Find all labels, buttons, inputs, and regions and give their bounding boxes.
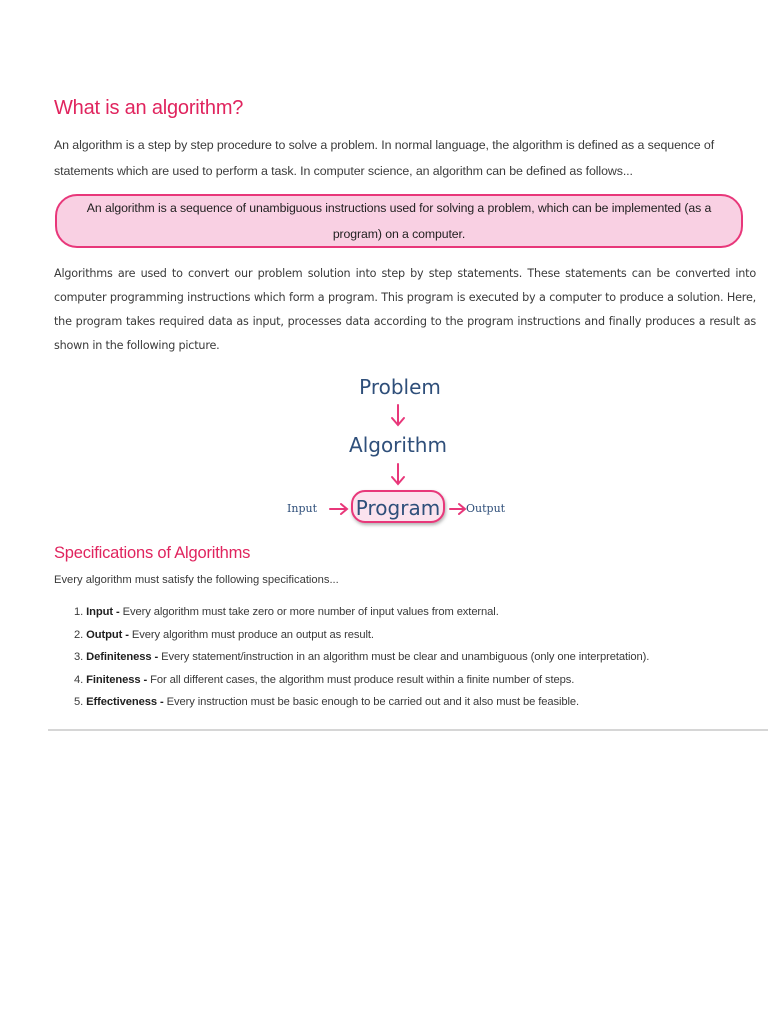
list-separator: -: [157, 696, 167, 708]
list-term: Input: [86, 606, 113, 618]
body-paragraph: Algorithms are used to convert our problem solution into step by step statements. These statements can be converted into computer programming instructions which form a program. This program is executed by a computer to produce a solution. Here, the program takes required data as input, processes data according to the program instructions and finally produces a result as shown in the following picture.: [54, 267, 756, 352]
list-number: 4.: [74, 673, 84, 686]
list-item: [54, 646, 756, 669]
section-title-specifications: Specifications of Algorithms: [54, 544, 251, 562]
intro-paragraph: An algorithm is a step by step procedure to solve a problem. In normal language, the algorithm is defined as a sequence of statements which are used to perform a task. In computer science, an algorithm can be defined as follows...: [54, 138, 715, 178]
algorithm-flow-diagram: [54, 368, 756, 533]
arrow-down-icon: [392, 464, 404, 484]
diagram-problem-label: Problem: [359, 375, 441, 399]
list-term: Finiteness: [86, 673, 141, 686]
section-title-what-is-algorithm: What is an algorithm?: [54, 97, 244, 119]
diagram-algorithm-label: Algorithm: [349, 433, 447, 457]
list-description: Every algorithm must take zero or more number of input values from external.: [122, 606, 499, 618]
list-term: Definiteness: [86, 651, 152, 663]
list-number: 1.: [74, 606, 84, 618]
flow-diagram-svg: [54, 368, 756, 533]
list-separator: -: [122, 628, 132, 641]
list-description: Every instruction must be basic enough to be carried out and it also must be feasible.: [166, 696, 580, 708]
arrow-right-icon: [450, 504, 465, 514]
list-description: For all different cases, the algorithm must produce result within a finite number of steps.: [150, 673, 575, 686]
list-description: Every statement/instruction in an algorithm must be clear and unambiguous (only one interpretation).: [161, 651, 650, 663]
arrow-right-icon: [330, 504, 347, 514]
list-item: [54, 669, 756, 692]
list-item: [54, 691, 756, 714]
list-item: [54, 601, 756, 624]
specifications-intro: Every algorithm must satisfy the following specifications...: [54, 574, 339, 586]
list-number: 2.: [74, 628, 84, 641]
list-separator: -: [113, 606, 123, 618]
list-separator: -: [151, 651, 162, 663]
bottom-divider: [48, 729, 768, 731]
list-term: Effectiveness: [86, 696, 157, 708]
list-number: 3.: [74, 651, 84, 663]
diagram-output-label: Output: [466, 502, 506, 515]
list-number: 5.: [74, 696, 84, 708]
definition-text: An algorithm is a sequence of unambiguous instructions used for solving a problem, which can be implemented (as a program) on a computer.: [86, 201, 712, 241]
list-item: [54, 624, 756, 647]
definition-callout: [55, 194, 743, 248]
arrow-down-icon: [392, 405, 404, 425]
diagram-program-label: Program: [355, 496, 441, 520]
diagram-input-label: Input: [287, 502, 317, 515]
list-term: Output: [86, 628, 123, 641]
list-description: Every algorithm must produce an output as result.: [131, 628, 374, 641]
specifications-list: [54, 601, 756, 714]
list-separator: -: [140, 673, 151, 686]
article-content: [54, 94, 756, 714]
